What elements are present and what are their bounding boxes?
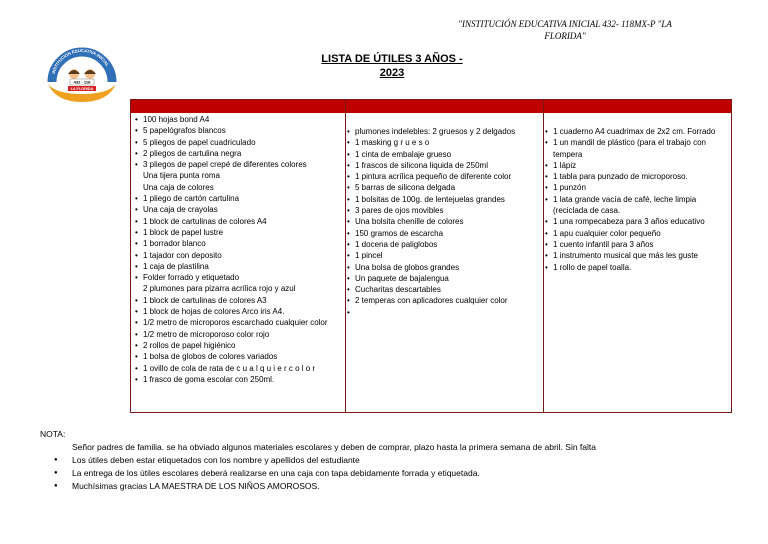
supply-item: 2 plumones para pizarra acrílica rojo y azul bbox=[143, 284, 296, 294]
logo-number-text: 432 - 118 bbox=[73, 79, 91, 85]
school-logo bbox=[44, 44, 120, 106]
notes-intro: Señor padres de familia. se ha obviado algunos materiales escolares y deben de comprar, plazo hasta la primera semana de abril. Sin falta bbox=[72, 442, 596, 452]
supply-item: Una caja de colores bbox=[143, 182, 214, 192]
supply-item: • 1 block de papel lustre bbox=[135, 227, 347, 238]
supply-item: • 1 pliego de cartón cartulina bbox=[135, 193, 347, 204]
table-header-bar bbox=[131, 100, 731, 113]
supply-item: • 1 pintura acrílica pequeño de diferente color bbox=[347, 171, 542, 182]
supply-item: • 1 lata grande vacía de café, leche limpia (reciclada de casa. bbox=[545, 194, 731, 217]
supply-item: • 1 docena de paliglobos bbox=[347, 239, 542, 250]
supply-item: • 2 temperas con aplicadores cualquier color bbox=[347, 295, 542, 306]
supply-item: • 1 frascos de silicona liquida de 250ml bbox=[347, 160, 542, 171]
institution-name: "INSTITUCIÓN EDUCATIVA INICIAL 432- 118MX-P "LA FLORIDA" bbox=[458, 19, 672, 41]
supplies-column-1 bbox=[135, 114, 347, 385]
supply-item: • 1 bolsitas de 100g. de lentejuelas grandes bbox=[347, 194, 542, 205]
supply-item: • Un paquete de bajalengua bbox=[347, 273, 542, 284]
supply-item: • 1 borrador blanco bbox=[135, 238, 347, 249]
supply-item: • 1 una rompecabeza para 3 años educativo bbox=[545, 216, 731, 227]
title-line-2: 2023 bbox=[379, 67, 405, 79]
supply-item: • 100 hojas bond A4 bbox=[135, 114, 347, 125]
supply-item: • Una bolsa de globos grandes bbox=[347, 262, 542, 273]
page-title bbox=[272, 52, 512, 80]
supply-item: • 1 frasco de goma escolar con 250ml. bbox=[135, 374, 347, 385]
supply-item: • 1 block de hojas de colores Arco iris A4. bbox=[135, 306, 347, 317]
note-item: ● Muchísimas gracias LA MAESTRA DE LOS NIÑOS AMOROSOS. bbox=[40, 480, 740, 493]
supply-item: • 1 bolsa de globos de colores variados bbox=[135, 351, 347, 362]
supply-item: • 2 pliegos de cartulina negra bbox=[135, 148, 347, 159]
supply-item: • 1 cuento infantil para 3 años bbox=[545, 239, 731, 250]
svg-text:INSTITUCION EDUCATIVA INICIAL bbox=[51, 48, 111, 74]
notes-list bbox=[40, 454, 740, 493]
logo-arc-text: INSTITUCION EDUCATIVA INICIAL bbox=[50, 47, 111, 75]
supply-item: • 1 punzón bbox=[545, 182, 731, 193]
supply-item: Una tijera punta roma bbox=[143, 171, 220, 181]
notes-label: NOTA: bbox=[40, 429, 66, 439]
supply-item: • Folder forrado y etiquetado bbox=[135, 272, 347, 283]
supply-item: • 1 tabla para punzado de microporoso. bbox=[545, 171, 731, 182]
supply-item: • 1 apu cualquier color pequeño bbox=[545, 228, 731, 239]
supply-item: • 3 pares de ojos movibles bbox=[347, 205, 542, 216]
supply-item: • 5 pliegos de papel cuadriculado bbox=[135, 137, 347, 148]
supplies-column-3 bbox=[545, 126, 731, 273]
supply-item: • 1 rollo de papel toalla. bbox=[545, 262, 731, 273]
supply-item: • 1 cuaderno A4 cuadrimax de 2x2 cm. Forrado bbox=[545, 126, 731, 137]
supplies-column-2 bbox=[347, 126, 542, 307]
supply-item: • 1 ovillo de cola de rata de c u a l q u i e r c o l o r bbox=[135, 363, 347, 374]
logo-ribbon-text: LA FLORIDA bbox=[70, 87, 94, 91]
notes-section bbox=[40, 428, 740, 493]
column-divider bbox=[543, 100, 544, 412]
supply-item: • 1 un mandil de plástico (para el trabajo con tempera bbox=[545, 137, 731, 160]
supply-item: • Una caja de crayolas bbox=[135, 204, 347, 215]
supply-item: • 3 pliegos de papel crepé de diferentes colores bbox=[135, 159, 347, 170]
supply-item: • 5 barras de silicona delgada bbox=[347, 182, 542, 193]
supply-item: • 1/2 metro de microporos escarchado cualquier color bbox=[135, 317, 347, 328]
supply-item: • 2 rollos de papel higiénico bbox=[135, 340, 347, 351]
supply-item: • 1/2 metro de microporoso color rojo bbox=[135, 329, 347, 340]
supply-item: • 1 cinta de embalaje grueso bbox=[347, 149, 542, 160]
note-item: ● Los útiles deben estar etiquetados con los nombre y apellidos del estudiante bbox=[40, 454, 740, 467]
note-item: ● La entrega de los útiles escolares deberá realizarse en una caja con tapa debidamente forrada y etiquetada. bbox=[40, 467, 740, 480]
supply-item: • 1 block de cartulinas de colores A3 bbox=[135, 295, 347, 306]
supply-item: • 5 papelógrafos blancos bbox=[135, 125, 347, 136]
supply-item: • 1 instrumento musical que más les guste bbox=[545, 250, 731, 261]
supply-item: • 1 lápiz bbox=[545, 160, 731, 171]
supply-item: • Una bolsita chenille de colores bbox=[347, 216, 542, 227]
supply-item: • 1 tajador con deposito bbox=[135, 250, 347, 261]
title-line-1: LISTA DE ÚTILES 3 AÑOS - bbox=[321, 53, 463, 65]
supply-item: • 1 caja de plastilina bbox=[135, 261, 347, 272]
supplies-table bbox=[130, 99, 732, 413]
supply-item: • Cucharitas descartables bbox=[347, 284, 542, 295]
supply-item: • 1 pincel bbox=[347, 250, 542, 261]
supply-item: • plumones indelebles: 2 gruesos y 2 delgados bbox=[347, 126, 542, 137]
supply-item: • 1 block de cartulinas de colores A4 bbox=[135, 216, 347, 227]
supply-item: • 150 gramos de escarcha bbox=[347, 228, 542, 239]
supply-item: • 1 masking g r u e s o bbox=[347, 137, 542, 148]
